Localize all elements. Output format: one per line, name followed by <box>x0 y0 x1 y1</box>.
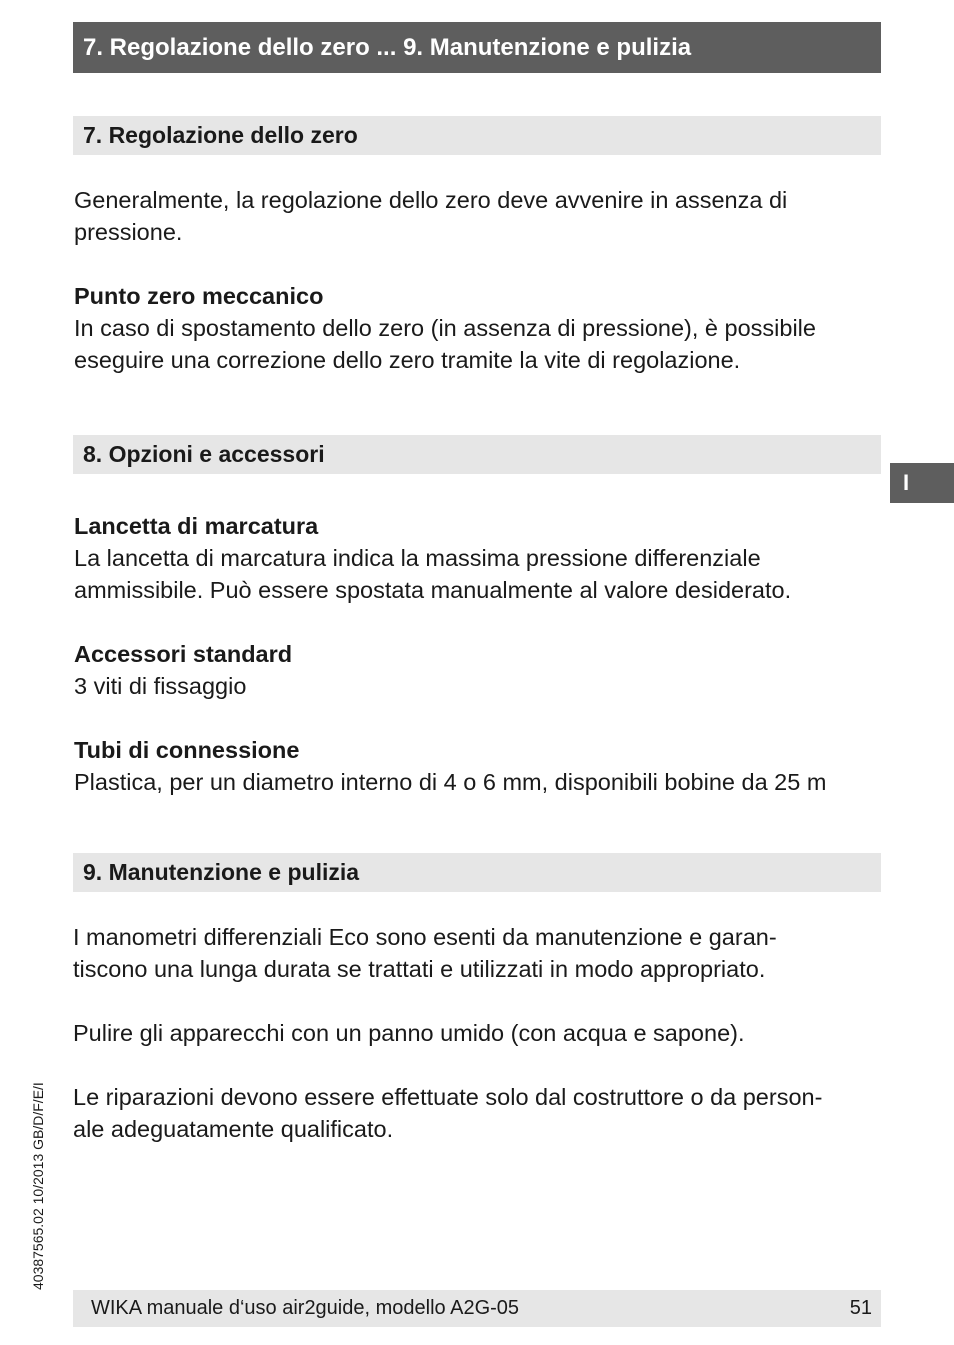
section-8-heading <box>73 435 881 474</box>
section-7-intro <box>74 184 886 248</box>
standard-accessories-subheading: Accessori standard <box>74 641 293 667</box>
section-9-paragraph-1 <box>73 921 885 985</box>
page-number: 51 <box>849 1297 872 1319</box>
intro-line-2: pressione. <box>74 219 183 245</box>
page-header <box>73 22 881 73</box>
section-9-paragraph-3 <box>73 1081 885 1145</box>
language-tab-label: I <box>903 470 910 495</box>
pointer-line-1: La lancetta di marcatura indica la massima pressione differenziale <box>74 545 761 571</box>
footer-text: WIKA manuale d‘uso air2guide, modello A2G-05 <box>91 1297 520 1319</box>
section-7-zero-point <box>74 280 886 376</box>
document-id: 40387565.02 10/2013 GB/D/F/E/I <box>30 1082 46 1290</box>
section-7-heading <box>73 116 881 155</box>
repairs-line-1: Le riparazioni devono essere effettuate solo dal costruttore o da person- <box>73 1084 823 1110</box>
section-9-heading <box>73 853 881 892</box>
repairs-line-2: ale adeguatamente qualificato. <box>73 1116 394 1142</box>
pointer-subheading: Lancetta di marcatura <box>74 513 319 539</box>
pointer-line-2: ammissibile. Può essere spostata manualmente al valore desiderato. <box>74 577 792 603</box>
maintenance-line-1: I manometri differenziali Eco sono esenti da manutenzione e garan- <box>73 924 777 950</box>
language-tab <box>890 463 954 503</box>
section-9-paragraph-2 <box>73 1017 885 1049</box>
section-8-standard-accessories <box>74 638 886 702</box>
tubes-line-1: Plastica, per un diametro interno di 4 o 6 mm, disponibili bobine da 25 m <box>74 769 827 795</box>
section-8-tubes <box>74 734 886 798</box>
section-8-title: 8. Opzioni e accessori <box>83 441 325 467</box>
zero-point-subheading: Punto zero meccanico <box>74 283 324 309</box>
zero-point-line-1: In caso di spostamento dello zero (in assenza di pressione), è possibile <box>74 315 816 341</box>
section-8-pointer <box>74 510 886 606</box>
zero-point-line-2: eseguire una correzione dello zero tramite la vite di regolazione. <box>74 347 741 373</box>
standard-accessories-line-1: 3 viti di fissaggio <box>74 673 247 699</box>
tubes-subheading: Tubi di connessione <box>74 737 300 763</box>
section-9-title: 9. Manutenzione e pulizia <box>83 859 360 885</box>
cleaning-line-1: Pulire gli apparecchi con un panno umido (con acqua e sapone). <box>73 1020 745 1046</box>
page-footer <box>73 1290 881 1327</box>
section-7-title: 7. Regolazione dello zero <box>83 122 358 148</box>
maintenance-line-2: tiscono una lunga durata se trattati e utilizzati in modo appropriato. <box>73 956 766 982</box>
page-header-title: 7. Regolazione dello zero ... 9. Manutenzione e pulizia <box>83 34 692 61</box>
intro-line-1: Generalmente, la regolazione dello zero deve avvenire in assenza di <box>74 187 788 213</box>
